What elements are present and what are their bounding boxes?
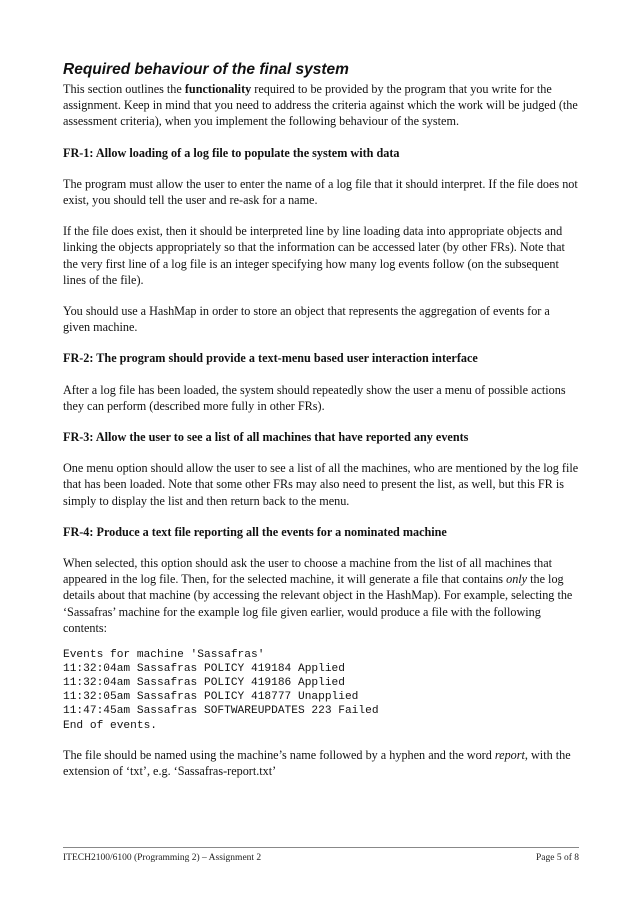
code-line: 11:32:04am Sassafras POLICY 419186 Applied xyxy=(63,677,345,690)
document-page xyxy=(63,0,579,903)
fr4-p2-italic-term: report xyxy=(494,747,525,762)
fr4-title: FR-4: Produce a text file reporting all the events for a nominated machine xyxy=(63,524,447,539)
footer-divider xyxy=(63,847,579,848)
fr2-title: FR-2: The program should provide a text-menu based user interaction interface xyxy=(63,351,478,366)
code-line: Events for machine 'Sassafras' xyxy=(63,649,265,662)
fr2-paragraph-1: After a log file has been loaded, the system should repeatedly show the user a menu of possible actions they can perform (described more fully in other FRs). xyxy=(63,382,566,413)
code-line: 11:32:05am Sassafras POLICY 418777 Unapplied xyxy=(63,691,359,704)
fr4-paragraph-2 xyxy=(63,747,579,779)
fr4-p1-text-start: When selected, this option should ask the user to choose a machine from the list of all machines that appeared in the log file. Then, for the selected machine, it will generate a file that contains xyxy=(63,556,553,587)
code-line: 11:47:45am Sassafras SOFTWAREUPDATES 223 Failed xyxy=(63,705,379,718)
fr3-title: FR-3: Allow the user to see a list of all machines that have reported any events xyxy=(63,430,469,445)
footer-course-label: ITECH2100/6100 (Programming 2) – Assignment 2 xyxy=(63,853,262,863)
intro-text-start: This section outlines the xyxy=(63,82,185,96)
fr4-p1-text-end: the log details about that machine (by accessing the relevant object in the HashMap). For example, selecting the ‘Sassafras’ machine for the example log file given earlier, would produce a file with the following contents: xyxy=(63,572,573,635)
fr4-p1-italic-term: only xyxy=(506,572,528,587)
intro-paragraph xyxy=(63,81,579,130)
section-heading: Required behaviour of the final system xyxy=(63,61,349,78)
fr1-paragraph-3: You should use a HashMap in order to store an object that represents the aggregation of events for a given machine. xyxy=(63,304,550,335)
page-content xyxy=(63,81,579,779)
intro-text-end: required to be provided by the program that you write for the assignment. Keep in mind that you need to address the criteria against which the work will be judged (the assessment criteria), when you implement the following behaviour of the system. xyxy=(63,82,578,129)
fr1-paragraph-1: The program must allow the user to enter the name of a log file that it should interpret. If the file does not exist, you should tell the user and re-ask for a name. xyxy=(63,176,578,208)
code-line: End of events. xyxy=(63,719,157,732)
code-block xyxy=(63,648,579,733)
fr1-paragraph-2: If the file does exist, then it should be interpreted line by line loading data into appropriate objects and linking the objects appropriately so that the information can be accessed later (by other FRs). Note that the very first line of a log file is an integer specifying how many log events follow (on the subsequent lines of the file). xyxy=(63,224,565,287)
page-footer xyxy=(63,852,579,864)
fr4-p2-text-end: , with the extension of ‘txt’, e.g. ‘Sassafras-report.txt’ xyxy=(63,747,571,778)
fr4-p2-text-start: The file should be named using the machine’s name followed by a hyphen and the word xyxy=(63,747,495,762)
fr1-title: FR-1: Allow loading of a log file to populate the system with data xyxy=(63,145,400,160)
intro-bold-term: functionality xyxy=(184,82,252,96)
fr3-paragraph-1: One menu option should allow the user to see a list of all the machines, who are mentioned by the log file that has been loaded. Note that some other FRs may also need to present the list, as well, but this FR is simply to display the list and then return back to the menu. xyxy=(63,461,579,508)
footer-page-number: Page 5 of 8 xyxy=(535,853,579,863)
code-line: 11:32:04am Sassafras POLICY 419184 Applied xyxy=(63,663,345,676)
fr4-paragraph-1 xyxy=(63,555,579,636)
